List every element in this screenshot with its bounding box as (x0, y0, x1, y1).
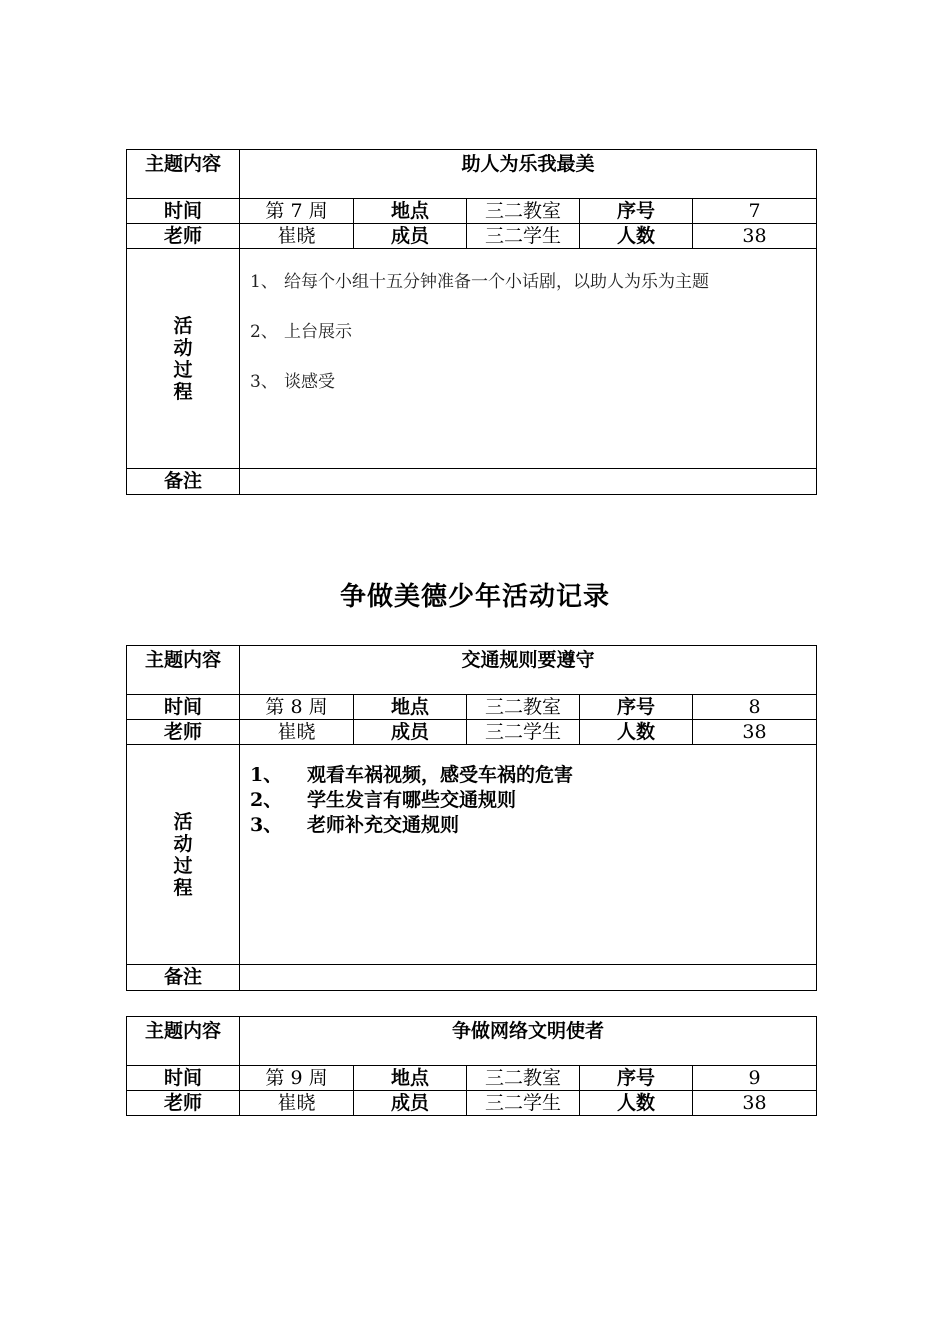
step-number: 3、 (250, 814, 283, 836)
process-label-char: 程 (173, 380, 193, 403)
time-label: 时间 (127, 695, 240, 720)
topic-value: 助人为乐我最美 (240, 150, 817, 199)
serial-label: 序号 (580, 199, 693, 224)
step-text: 学生发言有哪些交通规则 (307, 789, 517, 811)
process-label-char: 程 (173, 876, 193, 899)
process-body (240, 249, 817, 469)
teacher-value: 崔晓 (240, 720, 354, 745)
step-number: 1、 (250, 764, 283, 786)
process-label-char: 活 (173, 314, 193, 337)
process-step (250, 323, 816, 373)
process-body (240, 745, 817, 965)
teacher-label: 老师 (127, 1091, 240, 1116)
count-label: 人数 (580, 224, 693, 249)
step-text: 谈感受 (284, 372, 335, 392)
members-value: 三二学生 (467, 224, 580, 249)
count-label: 人数 (580, 720, 693, 745)
activity-record-2 (126, 645, 817, 991)
step-text: 上台展示 (284, 322, 352, 342)
teacher-value: 崔晓 (240, 1091, 354, 1116)
topic-label: 主题内容 (127, 646, 240, 695)
serial-value: 9 (693, 1066, 817, 1091)
step-number: 1、 (250, 272, 278, 292)
members-label: 成员 (354, 224, 467, 249)
location-value: 三二教室 (467, 1066, 580, 1091)
process-steps (240, 249, 816, 423)
process-label (127, 745, 240, 965)
teacher-label: 老师 (127, 224, 240, 249)
count-value: 38 (693, 224, 817, 249)
notes-value (240, 965, 817, 991)
serial-label: 序号 (580, 695, 693, 720)
notes-value (240, 469, 817, 495)
time-value: 第 9 周 (240, 1066, 354, 1091)
process-step (250, 765, 816, 790)
topic-value: 争做网络文明使者 (240, 1017, 817, 1066)
members-value: 三二学生 (467, 1091, 580, 1116)
process-label-char: 动 (173, 336, 193, 359)
process-step (250, 373, 816, 423)
process-label (127, 249, 240, 469)
step-text: 观看车祸视频，感受车祸的危害 (307, 764, 574, 786)
location-value: 三二教室 (467, 199, 580, 224)
step-number: 2、 (250, 322, 278, 342)
time-value: 第 7 周 (240, 199, 354, 224)
process-steps (240, 745, 816, 840)
time-label: 时间 (127, 199, 240, 224)
location-label: 地点 (354, 1066, 467, 1091)
members-label: 成员 (354, 720, 467, 745)
process-step (250, 273, 816, 323)
activity-record-3 (126, 1016, 817, 1116)
process-step (250, 815, 816, 840)
activity-record-1 (126, 149, 817, 495)
time-value: 第 8 周 (240, 695, 354, 720)
topic-label: 主题内容 (127, 150, 240, 199)
count-value: 38 (693, 720, 817, 745)
step-text: 给每个小组十五分钟准备一个小话剧，以助人为乐为主题 (284, 272, 709, 292)
serial-value: 8 (693, 695, 817, 720)
notes-label: 备注 (127, 469, 240, 495)
step-text: 老师补充交通规则 (307, 814, 460, 836)
serial-value: 7 (693, 199, 817, 224)
time-label: 时间 (127, 1066, 240, 1091)
location-value: 三二教室 (467, 695, 580, 720)
members-value: 三二学生 (467, 720, 580, 745)
location-label: 地点 (354, 199, 467, 224)
process-label-char: 动 (173, 832, 193, 855)
members-label: 成员 (354, 1091, 467, 1116)
count-value: 38 (693, 1091, 817, 1116)
notes-label: 备注 (127, 965, 240, 991)
process-step (250, 790, 816, 815)
topic-value: 交通规则要遵守 (240, 646, 817, 695)
topic-label: 主题内容 (127, 1017, 240, 1066)
step-number: 3、 (250, 372, 278, 392)
teacher-label: 老师 (127, 720, 240, 745)
page-title: 争做美德少年活动记录 (339, 582, 610, 612)
serial-label: 序号 (580, 1066, 693, 1091)
process-label-char: 活 (173, 810, 193, 833)
step-number: 2、 (250, 789, 283, 811)
process-label-char: 过 (173, 358, 193, 381)
count-label: 人数 (580, 1091, 693, 1116)
teacher-value: 崔晓 (240, 224, 354, 249)
process-label-char: 过 (173, 854, 193, 877)
location-label: 地点 (354, 695, 467, 720)
